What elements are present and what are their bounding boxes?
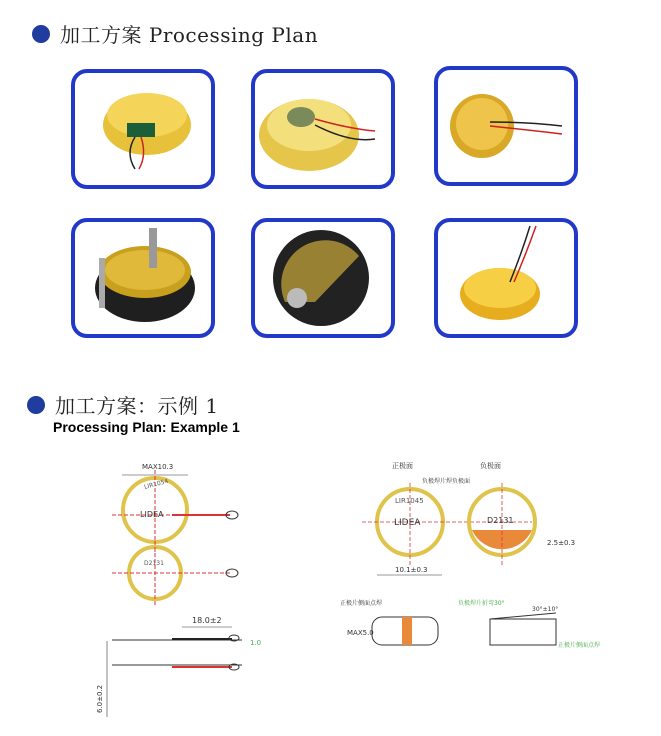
neg-side-weld-label: 正极片侧面点焊 (558, 642, 601, 649)
photo-tile-5 (251, 218, 395, 338)
section1-title: 加工方案 Processing Plan (60, 23, 319, 47)
brand-2: LIDEA (394, 518, 421, 528)
bullet-icon (32, 25, 50, 43)
code-2: D2131 (487, 516, 514, 525)
pos-face-label: 正极面 (392, 462, 413, 470)
small-dim: 2.5±0.3 (547, 539, 576, 547)
brand-text: LIDEA (140, 510, 164, 519)
model-label-2: LIR1045 (395, 497, 424, 505)
section2-subtitle: Processing Plan: Example 1 (53, 419, 240, 435)
lead-length-dim: 18.0±2 (192, 616, 222, 625)
cell-model-text: LIR1054 (143, 477, 170, 491)
tab-width-dim: 1.0 (250, 639, 262, 647)
pos-side-weld-label: 正极片侧面点焊 (340, 600, 383, 607)
height-dim: 6.0±0.2 (96, 684, 104, 713)
cell-bottom-view (112, 541, 238, 605)
photo-tile-6 (434, 218, 578, 338)
face-views (362, 461, 575, 575)
photo-tile-3 (434, 66, 578, 186)
neg-bend-label: 负极焊片折弯30° (458, 600, 505, 607)
side-weld-views (340, 599, 600, 649)
max-width-dim: MAX10.3 (142, 463, 174, 471)
section1-header (32, 19, 318, 48)
angle-dim: 30°±10° (532, 606, 559, 613)
diameter-dim: 10.1±0.3 (395, 566, 428, 574)
neg-weld-label: 负极焊片焊负极面 (422, 478, 471, 485)
photo-tile-4 (71, 218, 215, 338)
photo-tile-2 (251, 69, 395, 189)
cell-side-view (96, 616, 261, 717)
section2-title: 加工方案：示例 1 (55, 394, 219, 418)
code-text: D2131 (144, 560, 164, 567)
photo-tile-1 (71, 69, 215, 189)
cell-top-view (112, 463, 238, 555)
section2-header (27, 390, 219, 419)
bullet-icon (27, 396, 45, 414)
max-height-dim: MAX5.0 (347, 629, 374, 637)
technical-drawing (92, 455, 612, 725)
neg-face-label: 负极面 (480, 462, 501, 470)
